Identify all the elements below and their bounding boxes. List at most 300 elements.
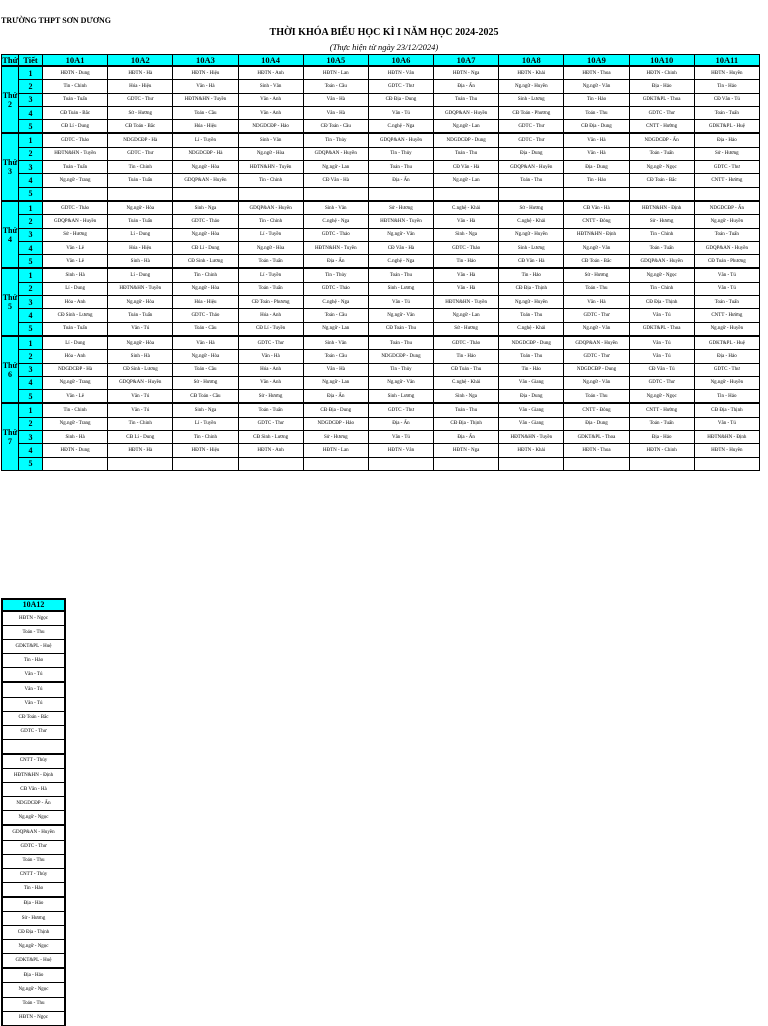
- period-number: 2: [19, 350, 43, 363]
- lesson-cell: Toán - Thu: [368, 161, 433, 174]
- lesson-cell: Tin - Hảo: [564, 174, 629, 187]
- lesson-cell: Toán - Thu: [499, 350, 564, 363]
- lesson-cell: CĐ Toán - Phương: [694, 255, 759, 269]
- lesson-cell: CĐ Địa - Thịnh: [434, 417, 499, 430]
- lesson-cell: Địa - Hảo: [2, 968, 65, 983]
- period-number: 2: [19, 80, 43, 93]
- lesson-cell: Tin - Chinh: [173, 431, 238, 444]
- lesson-cell: C.nghệ - Nga: [303, 215, 368, 228]
- lesson-cell: HĐTN - Ngọc: [2, 1011, 65, 1025]
- lesson-cell: Địa - Ấn: [368, 417, 433, 430]
- lesson-cell: HĐTN - Hiệu: [173, 66, 238, 80]
- lesson-cell: C.nghệ - Khải: [499, 215, 564, 228]
- lesson-cell: Ng.ngữ - Hòa: [108, 296, 173, 309]
- table-row: [2, 626, 65, 640]
- lesson-cell: C.nghệ - Nga: [368, 120, 433, 134]
- lesson-cell: CĐ Văn - Hà: [303, 174, 368, 187]
- table-row: [2, 739, 65, 754]
- lesson-cell: HĐTN - Anh: [238, 444, 303, 457]
- lesson-cell: C.nghệ - Nga: [303, 296, 368, 309]
- lesson-cell: Toán - Thu: [2, 626, 65, 640]
- lesson-cell: Văn - Tú: [2, 682, 65, 697]
- lesson-cell: GDKT&PL - Thoa: [629, 322, 694, 336]
- lesson-cell: CĐ Lí - Dung: [173, 241, 238, 254]
- page-subtitle: (Thực hiện từ ngày 23/12/2024): [329, 42, 439, 52]
- table-row: [2, 926, 65, 940]
- period-number: 3: [19, 431, 43, 444]
- table-row: [2, 147, 760, 160]
- lesson-cell: CĐ Địa - Dung: [564, 120, 629, 134]
- lesson-cell: Ng.ngữ - Hòa: [173, 228, 238, 241]
- lesson-cell: Toán - Tuấn: [629, 147, 694, 160]
- lesson-cell: Ng.ngữ - Vân: [564, 80, 629, 93]
- lesson-cell: NDGDCĐP - Ấn: [694, 201, 759, 215]
- table-row: [2, 215, 760, 228]
- lesson-cell: HĐTN - Huyền: [694, 444, 759, 457]
- lesson-cell: Ng.ngữ - Huyền: [499, 228, 564, 241]
- period-number: 1: [19, 133, 43, 147]
- table-row: [2, 797, 65, 811]
- lesson-cell: CĐ Lí - Dung: [108, 431, 173, 444]
- period-number: 3: [19, 363, 43, 376]
- lesson-cell: Toán - Tuấn: [238, 255, 303, 269]
- lesson-cell: GDTC - Thảo: [43, 201, 108, 215]
- class-header: 10A2: [108, 55, 173, 67]
- lesson-cell: NDGDCĐP - Dung: [434, 133, 499, 147]
- day-label: Thứ 4: [2, 201, 19, 268]
- lesson-cell: HĐTN&HN - Tuyền: [499, 431, 564, 444]
- lesson-cell: Văn - Tú: [368, 106, 433, 119]
- table-row: [2, 174, 760, 187]
- lesson-cell: CĐ Lí - Dung: [43, 120, 108, 134]
- lesson-cell: Văn - Tú: [2, 668, 65, 683]
- lesson-cell: Toán - Thu: [564, 282, 629, 295]
- lesson-cell: GDQP&AN - Huyền: [434, 106, 499, 119]
- lesson-cell: Sinh - Lương: [368, 390, 433, 404]
- lesson-cell: Tin - Chinh: [629, 228, 694, 241]
- lesson-cell: Ng.ngữ - Lan: [434, 120, 499, 134]
- lesson-cell: Sử - Hương: [303, 431, 368, 444]
- lesson-cell: GDTC - Thảo: [303, 282, 368, 295]
- lesson-cell: Lí - Dung: [43, 282, 108, 295]
- table-row: [2, 133, 760, 147]
- lesson-cell: CĐ Toán - Phương: [238, 296, 303, 309]
- lesson-cell: Sinh - Vân: [303, 336, 368, 350]
- lesson-cell: CĐ Văn - Tú: [694, 93, 759, 106]
- lesson-cell: HĐTN - Khải: [499, 66, 564, 80]
- lesson-cell: Toán - Tuấn: [629, 417, 694, 430]
- table-row: [2, 654, 65, 668]
- period-number: 4: [19, 309, 43, 322]
- lesson-cell: Văn - Tú: [629, 309, 694, 322]
- lesson-cell: Địa - Hảo: [694, 350, 759, 363]
- lesson-cell: Sinh - Vân: [238, 133, 303, 147]
- lesson-cell: CĐ Sinh - Lương: [43, 309, 108, 322]
- lesson-cell: Hóa - Anh: [238, 309, 303, 322]
- lesson-cell: CĐ Toán - Phương: [499, 106, 564, 119]
- period-number: 3: [19, 161, 43, 174]
- table-row: [2, 640, 65, 654]
- lesson-cell: Toán - Tuấn: [629, 241, 694, 254]
- lesson-cell: Văn - Tú: [108, 390, 173, 404]
- lesson-cell: Tin - Hảo: [694, 80, 759, 93]
- lesson-cell: Văn - Giang: [499, 417, 564, 430]
- lesson-cell: CNTT - Đông: [564, 215, 629, 228]
- lesson-cell: Sinh - Vân: [238, 80, 303, 93]
- lesson-cell: CĐ Toán - Thu: [368, 322, 433, 336]
- lesson-cell: GDQP&AN - Huyền: [499, 161, 564, 174]
- lesson-cell: Sinh - Vân: [303, 201, 368, 215]
- lesson-cell: Tin - Hảo: [2, 654, 65, 668]
- period-number: 2: [19, 417, 43, 430]
- lesson-cell: Văn - Tú: [108, 403, 173, 417]
- lesson-cell: Tin - Hảo: [694, 390, 759, 404]
- table-row: [2, 825, 65, 840]
- lesson-cell: Tin - Chinh: [108, 417, 173, 430]
- lesson-cell: Sinh - Hà: [108, 255, 173, 269]
- lesson-cell: Toán - Thu: [434, 403, 499, 417]
- class-header: 10A9: [564, 55, 629, 67]
- lesson-cell: Sử - Hương: [108, 106, 173, 119]
- lesson-cell: Ng.ngữ - Hòa: [108, 201, 173, 215]
- column-header-thu: Thứ: [2, 55, 18, 65]
- lesson-cell: GDTC - Thư: [694, 161, 759, 174]
- lesson-cell: GDTC - Thư: [694, 363, 759, 376]
- day-label: Thứ 2: [2, 66, 19, 133]
- class-header: 10A1: [43, 55, 108, 67]
- lesson-cell: Toán - Thu: [434, 147, 499, 160]
- period-number: 4: [19, 174, 43, 187]
- lesson-cell: Ng.ngữ - Huyền: [694, 376, 759, 389]
- period-number: 4: [19, 376, 43, 389]
- lesson-cell: [434, 457, 499, 470]
- table-row: [2, 336, 760, 350]
- lesson-cell: Ng.ngữ - Vân: [564, 322, 629, 336]
- lesson-cell: Tin - Chinh: [108, 161, 173, 174]
- lesson-cell: NDGDCĐP - Dung: [499, 336, 564, 350]
- lesson-cell: CĐ Toán - Bắc: [629, 174, 694, 187]
- lesson-cell: Toán - Tuấn: [108, 309, 173, 322]
- lesson-cell: Ng.ngữ - Hòa: [173, 161, 238, 174]
- lesson-cell: Ng.ngữ - Huyền: [499, 80, 564, 93]
- lesson-cell: CĐ Văn - Hà: [499, 255, 564, 269]
- lesson-cell: Ng.ngữ - Lan: [303, 322, 368, 336]
- period-number: 5: [19, 187, 43, 201]
- lesson-cell: Tin - Thủy: [368, 363, 433, 376]
- lesson-cell: GDKT&PL - Huệ: [694, 336, 759, 350]
- lesson-cell: HĐTN&HN - Tuyền: [303, 241, 368, 254]
- lesson-cell: GDTC - Thảo: [43, 133, 108, 147]
- table-row: [2, 376, 760, 389]
- lesson-cell: Ng.ngữ - Trang: [43, 376, 108, 389]
- lesson-cell: Toán - Tuấn: [43, 161, 108, 174]
- lesson-cell: GDTC - Thư: [2, 725, 65, 739]
- lesson-cell: [499, 187, 564, 201]
- lesson-cell: Lí - Tuyền: [173, 133, 238, 147]
- lesson-cell: CĐ Toán - Cầu: [173, 390, 238, 404]
- lesson-cell: Sinh - Nga: [434, 390, 499, 404]
- lesson-cell: [694, 187, 759, 201]
- lesson-cell: HĐTN - Nga: [434, 66, 499, 80]
- period-number: 3: [19, 93, 43, 106]
- lesson-cell: Địa - Ấn: [303, 390, 368, 404]
- lesson-cell: GDTC - Thảo: [303, 228, 368, 241]
- lesson-cell: CĐ Văn - Hà: [564, 201, 629, 215]
- lesson-cell: NDGDCĐP - Hà: [43, 363, 108, 376]
- lesson-cell: Địa - Dung: [499, 147, 564, 160]
- lesson-cell: NDGDCĐP - Hảo: [238, 120, 303, 134]
- lesson-cell: Ng.ngữ - Lan: [303, 161, 368, 174]
- table-row: [2, 228, 760, 241]
- lesson-cell: Sinh - Hà: [43, 268, 108, 282]
- lesson-cell: Toán - Tuấn: [108, 174, 173, 187]
- lesson-cell: Toán - Thu: [499, 309, 564, 322]
- lesson-cell: GDKT&PL - Huệ: [694, 120, 759, 134]
- lesson-cell: Tin - Thủy: [303, 268, 368, 282]
- lesson-cell: Ng.ngữ - Lan: [434, 174, 499, 187]
- lesson-cell: HĐTN - Chinh: [629, 66, 694, 80]
- lesson-cell: GDQP&AN - Huyền: [108, 376, 173, 389]
- timetable-10a12: [1, 598, 66, 1026]
- lesson-cell: GDTC - Thư: [108, 147, 173, 160]
- column-header-tiet: Tiết: [19, 55, 43, 67]
- lesson-cell: C.nghệ - Nga: [368, 255, 433, 269]
- lesson-cell: C.nghệ - Khải: [434, 376, 499, 389]
- lesson-cell: CNTT - Hường: [694, 174, 759, 187]
- lesson-cell: Toán - Thu: [434, 93, 499, 106]
- lesson-cell: Tin - Hảo: [499, 363, 564, 376]
- period-number: 1: [19, 66, 43, 80]
- table-row: [2, 403, 760, 417]
- table-row: [2, 322, 760, 336]
- lesson-cell: Văn - Hà: [434, 268, 499, 282]
- lesson-cell: Sinh - Lương: [368, 282, 433, 295]
- lesson-cell: GDKT&PL - Thoa: [564, 431, 629, 444]
- lesson-cell: Sinh - Nga: [173, 403, 238, 417]
- lesson-cell: Sử - Hương: [368, 201, 433, 215]
- lesson-cell: Toán - Tuấn: [694, 106, 759, 119]
- lesson-cell: GDTC - Thư: [2, 840, 65, 854]
- lesson-cell: Ng.ngữ - Ngọc: [629, 390, 694, 404]
- period-number: 5: [19, 255, 43, 269]
- lesson-cell: HĐTN&HN - Tuyền: [43, 147, 108, 160]
- lesson-cell: Lí - Tuyền: [238, 228, 303, 241]
- lesson-cell: Sinh - Hà: [43, 431, 108, 444]
- day-label: Thứ 7: [2, 403, 19, 470]
- lesson-cell: Lí - Tuyền: [173, 417, 238, 430]
- lesson-cell: Tin - Thủy: [303, 133, 368, 147]
- lesson-cell: Ng.ngữ - Ngọc: [629, 161, 694, 174]
- lesson-cell: GDQP&AN - Huyền: [238, 201, 303, 215]
- lesson-cell: Tin - Chinh: [629, 282, 694, 295]
- lesson-cell: [499, 457, 564, 470]
- lesson-cell: Tin - Chinh: [238, 174, 303, 187]
- lesson-cell: CNTT - Đông: [564, 403, 629, 417]
- lesson-cell: NDGDCĐP - Ấn: [2, 797, 65, 811]
- lesson-cell: Văn - Tú: [368, 431, 433, 444]
- lesson-cell: HĐTN - Chinh: [629, 444, 694, 457]
- lesson-cell: Lí - Dung: [108, 268, 173, 282]
- period-number: 3: [19, 228, 43, 241]
- lesson-cell: HĐTN - Khải: [499, 444, 564, 457]
- lesson-cell: CĐ Địa - Dung: [303, 403, 368, 417]
- lesson-cell: [238, 457, 303, 470]
- lesson-cell: CĐ Lí - Tuyền: [238, 322, 303, 336]
- lesson-cell: Toán - Thu: [499, 174, 564, 187]
- lesson-cell: HĐTN - Huyền: [694, 66, 759, 80]
- lesson-cell: HĐTN - Ngọc: [2, 611, 65, 626]
- lesson-cell: HĐTN&HN - Tuyền: [368, 215, 433, 228]
- day-label: Thứ 6: [2, 336, 19, 403]
- lesson-cell: [368, 187, 433, 201]
- table-row: [2, 940, 65, 954]
- lesson-cell: GDTC - Thư: [564, 309, 629, 322]
- lesson-cell: HĐTN - Anh: [238, 66, 303, 80]
- lesson-cell: Toán - Thu: [368, 268, 433, 282]
- lesson-cell: Địa - Ấn: [434, 80, 499, 93]
- lesson-cell: Địa - Hảo: [694, 133, 759, 147]
- lesson-cell: Sử - Hương: [2, 911, 65, 925]
- lesson-cell: CĐ Văn - Tú: [629, 363, 694, 376]
- lesson-cell: HĐTN&HN - Tuyền: [173, 93, 238, 106]
- lesson-cell: GDTC - Thảo: [173, 309, 238, 322]
- lesson-cell: Sinh - Lương: [499, 93, 564, 106]
- lesson-cell: Văn - Lê: [43, 255, 108, 269]
- lesson-cell: NDGDCĐP - Hà: [173, 147, 238, 160]
- lesson-cell: [173, 457, 238, 470]
- lesson-cell: Tin - Chinh: [238, 215, 303, 228]
- lesson-cell: Lí - Tuyền: [238, 268, 303, 282]
- lesson-cell: Tin - Hảo: [434, 255, 499, 269]
- table-row: [2, 769, 65, 783]
- lesson-cell: Hóa - Anh: [43, 350, 108, 363]
- table-row: [2, 811, 65, 826]
- lesson-cell: Văn - Giang: [499, 376, 564, 389]
- table-row: [2, 854, 65, 868]
- lesson-cell: Hóa - Anh: [238, 363, 303, 376]
- table-row: [2, 840, 65, 854]
- lesson-cell: CĐ Văn - Hà: [434, 161, 499, 174]
- period-number: 5: [19, 457, 43, 470]
- class-header: 10A4: [238, 55, 303, 67]
- period-number: 1: [19, 403, 43, 417]
- lesson-cell: CNTT - Hường: [629, 120, 694, 134]
- table-row: [2, 80, 760, 93]
- lesson-cell: GDTC - Thư: [108, 93, 173, 106]
- lesson-cell: HĐTN&HN - Định: [2, 769, 65, 783]
- lesson-cell: Tin - Chinh: [173, 268, 238, 282]
- lesson-cell: Toán - Cầu: [173, 363, 238, 376]
- period-number: 2: [19, 282, 43, 295]
- lesson-cell: Toán - Cầu: [303, 350, 368, 363]
- lesson-cell: GDQP&AN - Huyền: [173, 174, 238, 187]
- table-row: [2, 431, 760, 444]
- lesson-cell: Ng.ngữ - Lan: [303, 376, 368, 389]
- lesson-cell: Địa - Ấn: [434, 431, 499, 444]
- lesson-cell: NDGDCĐP - Dung: [368, 350, 433, 363]
- lesson-cell: Toán - Tuấn: [43, 93, 108, 106]
- lesson-cell: Sử - Hương: [564, 268, 629, 282]
- lesson-cell: Địa - Dung: [499, 390, 564, 404]
- lesson-cell: Địa - Dung: [564, 417, 629, 430]
- lesson-cell: HĐTN&HN - Tuyền: [238, 161, 303, 174]
- lesson-cell: Ng.ngữ - Vân: [368, 309, 433, 322]
- lesson-cell: Văn - Anh: [238, 93, 303, 106]
- lesson-cell: Ng.ngữ - Hòa: [238, 241, 303, 254]
- table-row: [2, 697, 65, 711]
- table-row: [2, 783, 65, 797]
- lesson-cell: Ng.ngữ - Ngọc: [2, 940, 65, 954]
- lesson-cell: Tin - Hảo: [564, 93, 629, 106]
- lesson-cell: CĐ Toán - Bắc: [564, 255, 629, 269]
- lesson-cell: Ng.ngữ - Huyền: [694, 215, 759, 228]
- period-number: 3: [19, 296, 43, 309]
- lesson-cell: Văn - Anh: [238, 376, 303, 389]
- timetable-header-row: [2, 55, 760, 67]
- lesson-cell: Địa - Hảo: [629, 431, 694, 444]
- lesson-cell: Hóa - Anh: [43, 296, 108, 309]
- lesson-cell: Địa - Ấn: [368, 174, 433, 187]
- lesson-cell: HĐTN - Thoa: [564, 444, 629, 457]
- table-row: [2, 868, 65, 882]
- table-row: [2, 611, 65, 626]
- lesson-cell: Hóa - Hiệu: [173, 296, 238, 309]
- lesson-cell: GDQP&AN - Huyền: [2, 825, 65, 840]
- lesson-cell: Ng.ngữ - Ngọc: [629, 268, 694, 282]
- lesson-cell: Văn - Anh: [238, 106, 303, 119]
- lesson-cell: CĐ Sinh - Lương: [173, 255, 238, 269]
- lesson-cell: Toán - Tuấn: [694, 296, 759, 309]
- lesson-cell: CNTT - Hường: [694, 309, 759, 322]
- lesson-cell: Địa - Hảo: [629, 80, 694, 93]
- lesson-cell: GDTC - Thảo: [434, 336, 499, 350]
- lesson-cell: GDTC - Thư: [238, 336, 303, 350]
- table-row: [2, 363, 760, 376]
- lesson-cell: Sử - Hương: [43, 228, 108, 241]
- lesson-cell: GDKT&PL - Thoa: [629, 93, 694, 106]
- table-row: [2, 754, 65, 769]
- lesson-cell: GDTC - Thảo: [173, 215, 238, 228]
- lesson-cell: Ng.ngữ - Huyền: [499, 296, 564, 309]
- lesson-cell: Lí - Dung: [108, 228, 173, 241]
- lesson-cell: Văn - Hà: [173, 80, 238, 93]
- table-row: [2, 668, 65, 683]
- lesson-cell: GDQP&AN - Huyền: [694, 241, 759, 254]
- table-row: [2, 968, 65, 983]
- period-number: 4: [19, 241, 43, 254]
- period-number: 2: [19, 215, 43, 228]
- lesson-cell: NDGDCĐP - Hảo: [303, 417, 368, 430]
- lesson-cell: GDTC - Thư: [499, 133, 564, 147]
- lesson-cell: [43, 457, 108, 470]
- lesson-cell: Văn - Giang: [499, 403, 564, 417]
- lesson-cell: [629, 187, 694, 201]
- table-row: [2, 954, 65, 969]
- lesson-cell: Văn - Tú: [694, 417, 759, 430]
- lesson-cell: HĐTN - Hà: [108, 444, 173, 457]
- period-number: 4: [19, 444, 43, 457]
- lesson-cell: Ng.ngữ - Vân: [564, 241, 629, 254]
- lesson-cell: Toán - Thu: [2, 854, 65, 868]
- lesson-cell: [2, 739, 65, 754]
- table-row: [2, 711, 65, 725]
- table-row: [2, 106, 760, 119]
- lesson-cell: Tin - Chinh: [43, 403, 108, 417]
- table-row: [2, 161, 760, 174]
- period-number: 5: [19, 322, 43, 336]
- lesson-cell: Địa - Ấn: [303, 255, 368, 269]
- lesson-cell: Văn - Tú: [368, 296, 433, 309]
